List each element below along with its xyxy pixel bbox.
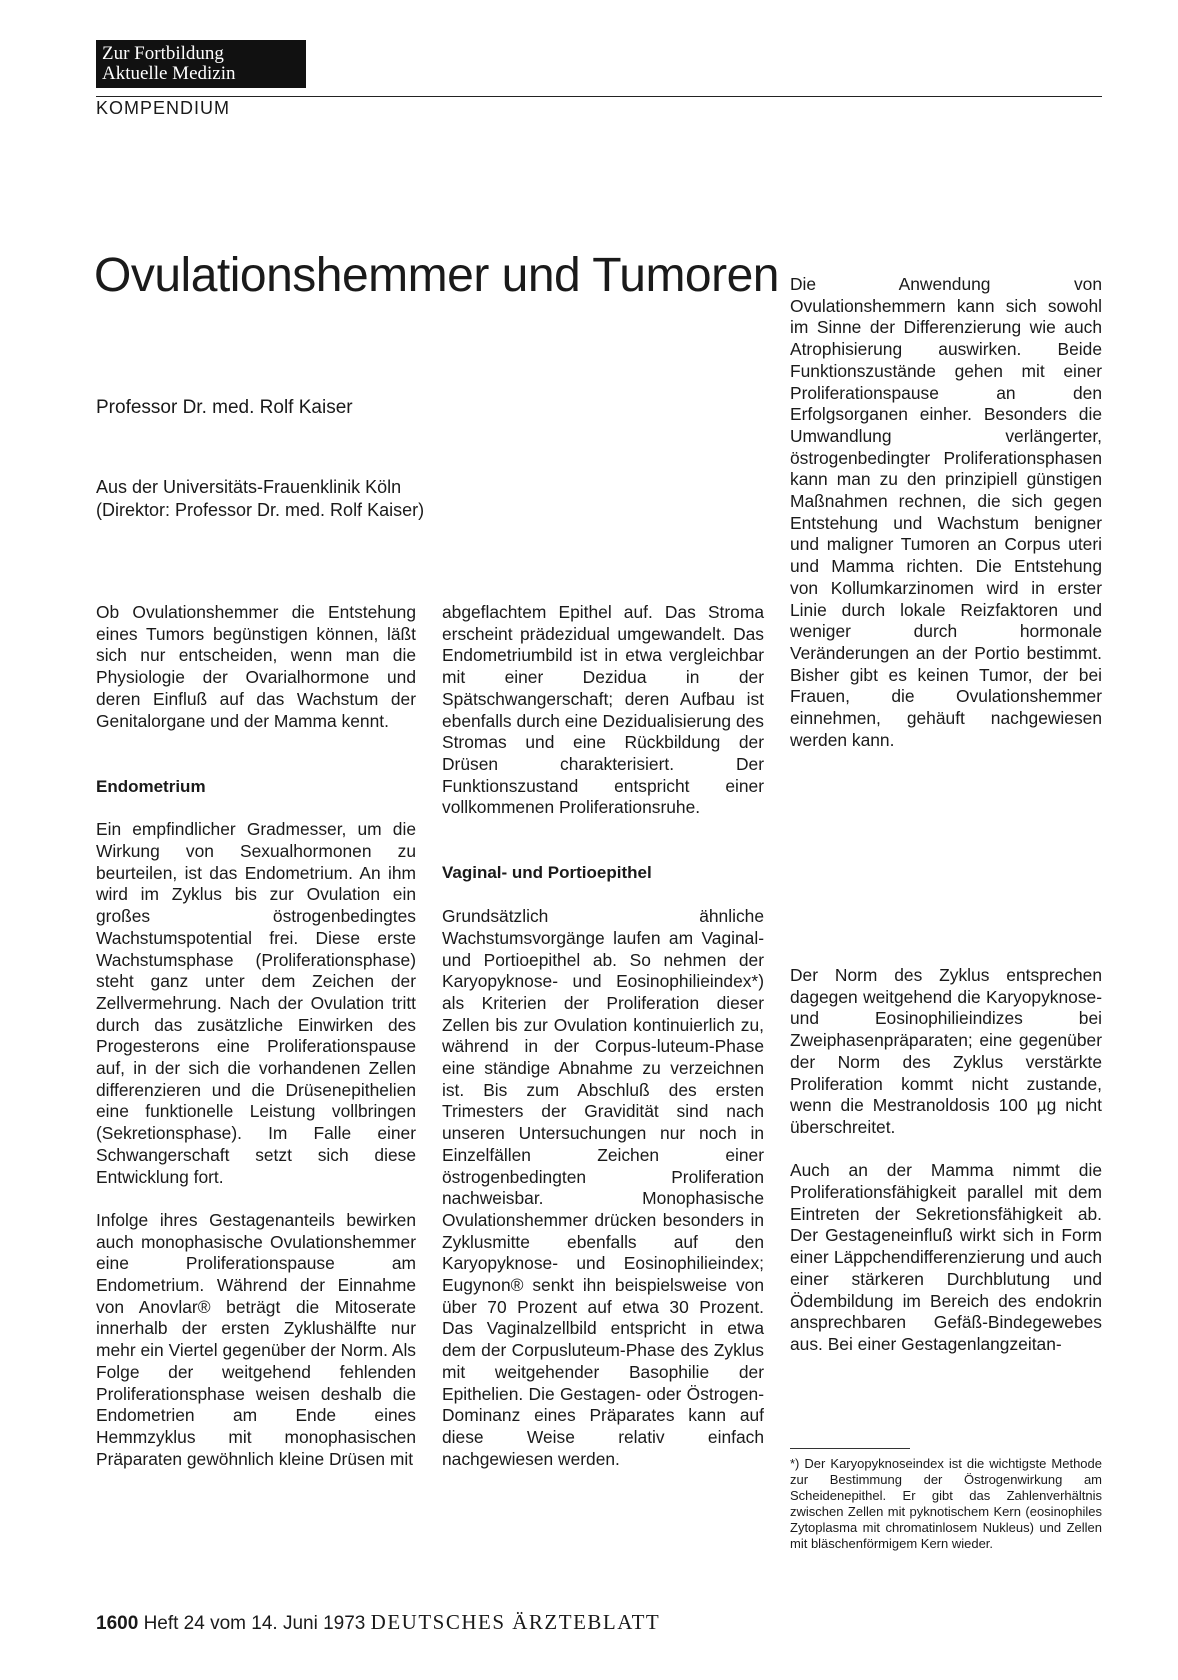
magazine-name: DEUTSCHES ÄRZTEBLATT bbox=[370, 1610, 661, 1634]
footnote bbox=[790, 1456, 1102, 1552]
paragraph: Auch an der Mamma nimmt die Proliferationsfähigkeit parallel mit dem Eintreten der Sekretionsfähigkeit ab. Der Gestageneinfluß wirkt sich in Form einer Läppchendifferenzierung und auch einer stärkeren Durchblutung und Ödembildung im Bereich des endokrin ansprechbaren Gefäß-Bindegewebes aus. Bei einer Gestagenlangzeitan- bbox=[790, 1160, 1102, 1354]
section-tag-line2: Aktuelle Medizin bbox=[102, 63, 236, 84]
heading-vaginal-portioepithel: Vaginal- und Portioepithel bbox=[442, 863, 652, 883]
header-rule bbox=[96, 96, 1102, 97]
page-number: 1600 bbox=[96, 1613, 139, 1634]
paragraph: Infolge ihres Gestagenanteils bewirken auch monophasische Ovulationshemmer eine Proliferationspause am Endometrium. Während der Einnahme von Anovlar® beträgt die Mitoserate innerhalb der ersten Zyklushälfte nur mehr ein Viertel gegenüber der Norm. Als Folge der weitgehend fehlenden Proliferationsphase weisen deshalb die Endometrien am Ende eines Hemmzyklus mit monophasischen Präparaten gewöhnlich kleine Drüsen mit bbox=[96, 1209, 416, 1469]
affiliation-line1: Aus der Universitäts-Frauenklinik Köln bbox=[96, 477, 402, 497]
heading-endometrium: Endometrium bbox=[96, 776, 206, 796]
paragraph: Ein empfindlicher Gradmesser, um die Wirkung von Sexualhormonen zu beurteilen, ist das Endometrium. An ihm wird im Zyklus bis zur Ovulation ein großes östrogenbedingtes Wachstumspotential frei. Diese erste Wachstumsphase (Proliferationsphase) steht ganz unter dem Zeichen der Zellvermehrung. Nach der Ovulation tritt durch das zusätzliche Einwirken des Progesterons eine Proliferationspause auf, in der sich die vorhandenen Zellen differenzieren und die Drüsenepithelien eine funktionelle Leistung vollbringen (Sekretionsphase). Im Falle einer Schwangerschaft setzt sich diese Entwicklung fort. bbox=[96, 819, 416, 1187]
affiliation-line2: (Direktor: Professor Dr. med. Rolf Kaiser) bbox=[96, 500, 425, 520]
paragraph: Der Norm des Zyklus entsprechen dagegen weitgehend die Karyopyknose- und Eosinophilieindizes bei Zweiphasenpräparaten; eine gegenüber der Norm des Zyklus verstärkte Proliferation kommt nicht zustande, wenn die Mestranoldosis 100 µg nicht überschreitet. bbox=[790, 965, 1102, 1137]
section-tag-line1: Zur Fortbildung bbox=[102, 43, 224, 64]
article-title: Ovulationshemmer und Tumoren bbox=[94, 249, 779, 302]
column-2 bbox=[442, 602, 764, 1470]
page-footer bbox=[96, 1610, 660, 1635]
author-line: Professor Dr. med. Rolf Kaiser bbox=[96, 397, 353, 418]
section-label: KOMPENDIUM bbox=[96, 98, 231, 118]
issue-info: Heft 24 vom 14. Juni 1973 bbox=[143, 1613, 366, 1634]
column-1 bbox=[96, 602, 416, 1470]
paragraph: Grundsätzlich ähnliche Wachstumsvorgänge laufen am Vaginal- und Portioepithel ab. So nehmen der Karyopyknose- und Eosinophilieindex*) als Kriterien der Proliferation dieser Zellen bis zur Ovulation kontinuierlich zu, während in der Corpus-luteum-Phase eine ständige Abnahme zu verzeichnen ist. Bis zum Abschluß des ersten Trimesters der Gravidität sind nach unseren Untersuchungen nur noch in Einzelfällen Zeichen einer östrogenbedingten Proliferation nachweisbar. Monophasische Ovulationshemmer drücken besonders in Zyklusmitte ebenfalls auf den Karyopyknose- und Eosinophilieindex; Eugynon® senkt ihn beispielsweise von über 70 Prozent auf etwa 30 Prozent. Das Vaginalzellbild entspricht in etwa dem der Corpusluteum-Phase des Zyklus mit weitgehender Basophilie der Epithelien. Die Gestagen- oder Östrogen-Dominanz eines Präparates kann auf diese Weise relativ einfach nachgewiesen werden. bbox=[442, 906, 764, 1469]
intro-paragraph: Ob Ovulationshemmer die Entstehung eines Tumors begünstigen können, läßt sich nur entscheiden, wenn man die Physiologie der Ovarialhormone und deren Einfluß auf das Wachstum der Genitalorgane und der Mamma kennt. bbox=[96, 602, 416, 731]
footnote-text: *) Der Karyopyknoseindex ist die wichtigste Methode zur Bestimmung der Östrogenwirkung am Scheidenepithel. Er gibt das Zahlenverhältnis zwischen Zellen mit pyknotischem Kern (eosinophiles Zytoplasma mit chromatinlosem Nukleus) und Zellen mit bläschenförmigem Kern wieder. bbox=[790, 1456, 1102, 1551]
column-3-bottom bbox=[790, 965, 1102, 1356]
section-tag bbox=[96, 40, 306, 88]
footnote-rule bbox=[790, 1448, 910, 1449]
affiliation bbox=[96, 476, 424, 522]
paragraph: Die Anwendung von Ovulationshemmern kann sich sowohl im Sinne der Differenzierung wie auch Atrophisierung auswirken. Beide Funktionszustände gehen mit einer Proliferationspause an den Erfolgsorganen einher. Besonders die Umwandlung verlängerter, östrogenbedingter Proliferationsphasen kann man zu den prinzipiell günstigen Maßnahmen rechnen, die sich gegen Entstehung und Wachstum benigner und maligner Tumoren an Corpus uteri und Mamma richten. Die Entstehung von Kollumkarzinomen wird in erster Linie durch lokale Reizfaktoren und weniger durch hormonale Veränderungen an der Portio bestimmt. Bisher gibt es keinen Tumor, der bei Frauen, die Ovulationshemmer einnehmen, gehäuft nachgewiesen werden kann. bbox=[790, 274, 1102, 750]
paragraph: abgeflachtem Epithel auf. Das Stroma erscheint prädezidual umgewandelt. Das Endometriumbild ist in etwa vergleichbar mit einer Dezidua in der Spätschwangerschaft; deren Aufbau ist ebenfalls durch eine Dezidualisierung des Stromas und eine Rückbildung der Drüsen charakterisiert. Der Funktionszustand entspricht einer vollkommenen Proliferationsruhe. bbox=[442, 602, 764, 818]
column-3-top bbox=[790, 274, 1102, 751]
